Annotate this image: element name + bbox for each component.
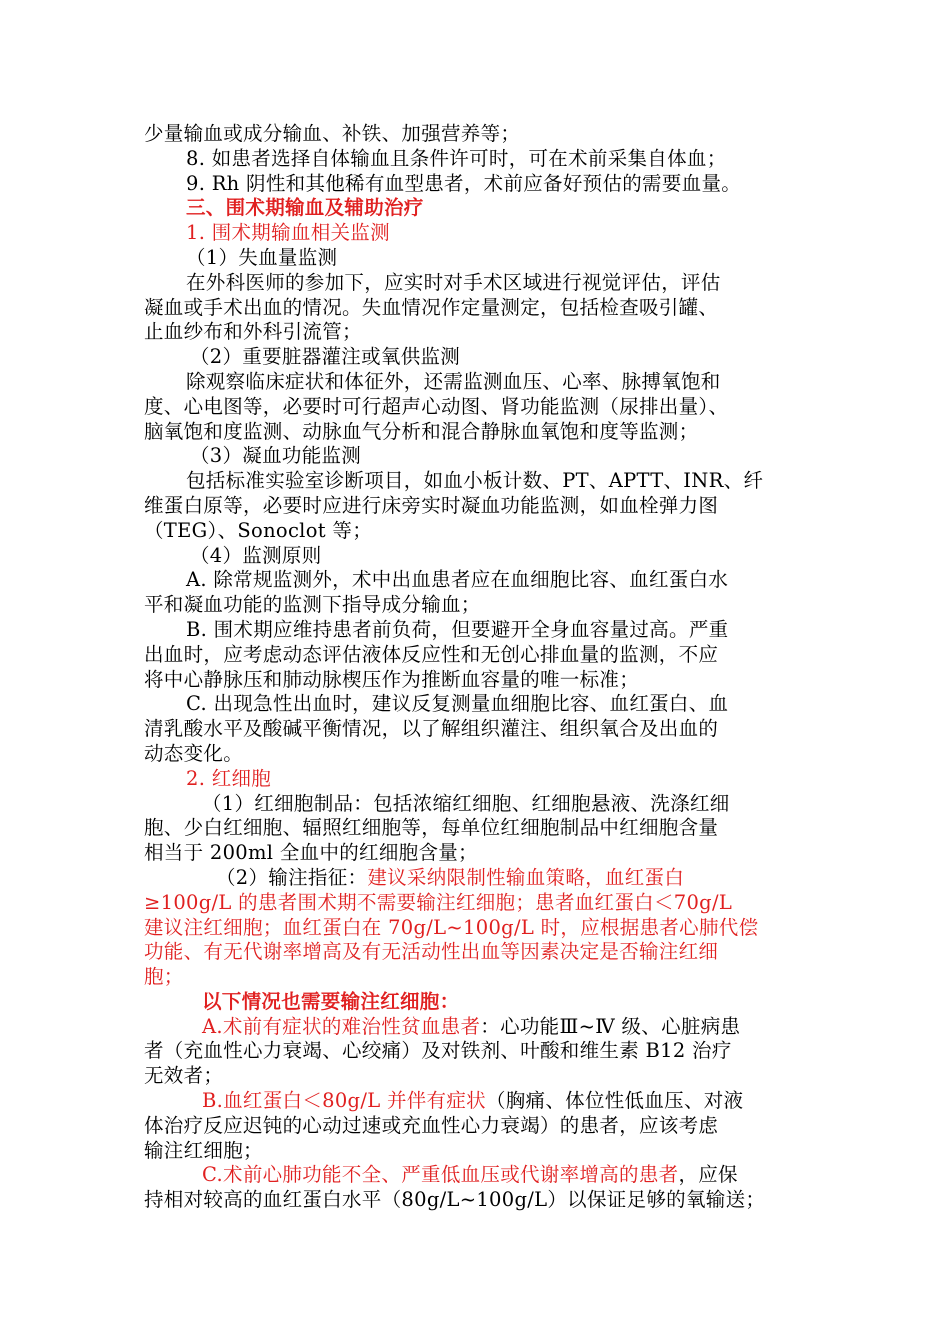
text-line: （1）红细胞制品：包括浓缩红细胞、红细胞悬液、洗涤红细 bbox=[202, 791, 730, 815]
text-line: 脑氧饱和度监测、动脉血气分析和混合静脉血氧饱和度等监测； bbox=[144, 419, 699, 443]
text-line: 止血纱布和外科引流管； bbox=[144, 320, 362, 344]
text-line: 胞、少白红细胞、辐照红细胞等，每单位红细胞制品中红细胞含量 bbox=[144, 816, 719, 840]
text-line: 输注红细胞； bbox=[144, 1138, 263, 1162]
highlight-text: 建议采纳限制性输血策略，血红蛋白 bbox=[367, 865, 685, 889]
text-line: 清乳酸水平及酸碱平衡情况，以了解组织灌注、组织氧合及出血的 bbox=[144, 717, 719, 741]
highlight-line: ≥100g/L 的患者围术期不需要输注红细胞；患者血红蛋白＜70g/L bbox=[144, 890, 733, 914]
text-line: 持相对较高的血红蛋白水平（80g/L~100g/L）以保证足够的氧输送； bbox=[144, 1188, 766, 1212]
highlight-text: C.术前心肺功能不全、严重低血压或代谢率增高的患者 bbox=[202, 1163, 679, 1187]
label-text: （2）输注指征： bbox=[216, 865, 368, 889]
highlight-text: A.术前有症状的难治性贫血患者 bbox=[202, 1014, 481, 1038]
text-line: C. 出现急性出血时，建议反复测量血细胞比容、血红蛋白、血 bbox=[186, 692, 729, 716]
subsection-heading-1: 1. 围术期输血相关监测 bbox=[186, 221, 390, 245]
text-line: 在外科医师的参加下，应实时对手术区域进行视觉评估，评估 bbox=[186, 270, 721, 294]
highlight-line: 功能、有无代谢率增高及有无活动性出血等因素决定是否输注红细 bbox=[144, 940, 719, 964]
text-line: 平和凝血功能的监测下指导成分输血； bbox=[144, 593, 481, 617]
text-line: A. 除常规监测外，术中出血患者应在血细胞比容、血红蛋白水 bbox=[186, 568, 729, 592]
section-heading: 三、围术期输血及辅助治疗 bbox=[186, 196, 424, 220]
text-line bbox=[144, 866, 808, 891]
text-line: 者（充血性心力衰竭、心绞痛）及对铁剂、叶酸和维生素 B12 治疗 bbox=[144, 1039, 732, 1063]
item-heading: （4）监测原则 bbox=[190, 543, 322, 567]
text-line: （TEG）、Sonoclot 等； bbox=[144, 518, 372, 542]
text-line: B. 围术期应维持患者前负荷，但要避开全身血容量过高。严重 bbox=[186, 617, 729, 641]
subsection-heading-2: 2. 红细胞 bbox=[186, 766, 272, 790]
item-heading: （1）失血量监测 bbox=[186, 245, 338, 269]
highlight-text: B.血红蛋白＜80g/L 并伴有症状 bbox=[202, 1089, 486, 1113]
plain-text: ：心功能Ⅲ~Ⅳ 级、心脏病患 bbox=[480, 1014, 741, 1038]
plain-text: （胸痛、体位性低血压、对液 bbox=[485, 1089, 744, 1113]
item-heading: （2）重要脏器灌注或氧供监测 bbox=[190, 345, 461, 369]
text-line: 度、心电图等，必要时可行超声心动图、肾功能监测（尿排出量）、 bbox=[144, 394, 729, 418]
highlight-line: 胞； bbox=[144, 965, 184, 989]
text-line: 少量输血或成分输血、补铁、加强营养等； bbox=[144, 122, 521, 145]
highlight-line: 建议注红细胞；血红蛋白在 70g/L~100g/L 时，应根据患者心肺代偿 bbox=[144, 915, 759, 939]
document-page bbox=[144, 122, 808, 1213]
text-line: 体治疗反应迟钝的心动过速或充血性心力衰竭）的患者，应该考虑 bbox=[144, 1113, 719, 1137]
text-line: 包括标准实验室诊断项目，如血小板计数、PT、APTT、INR、纤 bbox=[186, 469, 764, 493]
text-line bbox=[144, 1163, 808, 1188]
emphasis-heading: 以下情况也需要输注红细胞： bbox=[202, 989, 460, 1013]
text-line: 相当于 200ml 全血中的红细胞含量； bbox=[144, 841, 478, 865]
text-line bbox=[144, 1015, 808, 1040]
text-line: 除观察临床症状和体征外，还需监测血压、心率、脉搏氧饱和 bbox=[186, 369, 721, 393]
list-item-8: 8. 如患者选择自体输血且条件许可时，可在术前采集自体血； bbox=[186, 146, 727, 170]
text-line: 维蛋白原等，必要时应进行床旁实时凝血功能监测，如血栓弹力图 bbox=[144, 493, 719, 517]
text-line: 出血时，应考虑动态评估液体反应性和无创心排血量的监测，不应 bbox=[144, 642, 719, 666]
text-line: 将中心静脉压和肺动脉楔压作为推断血容量的唯一标准； bbox=[144, 667, 640, 691]
item-heading: （3）凝血功能监测 bbox=[190, 444, 362, 468]
list-item-9: 9. Rh 阴性和其他稀有血型患者，术前应备好预估的需要血量。 bbox=[186, 171, 742, 195]
plain-text: ，应保 bbox=[678, 1163, 738, 1187]
text-line: 动态变化。 bbox=[144, 741, 244, 765]
text-line: 凝血或手术出血的情况。失血情况作定量测定，包括检查吸引罐、 bbox=[144, 295, 719, 319]
text-line: 无效者； bbox=[144, 1064, 224, 1088]
text-line bbox=[144, 1089, 808, 1114]
